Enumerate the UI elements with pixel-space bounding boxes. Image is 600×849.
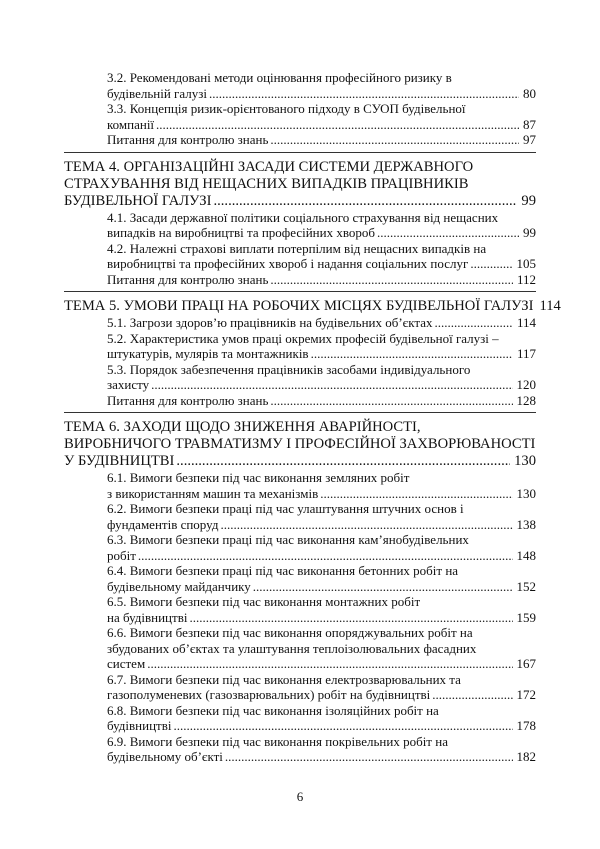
toc-entry-title: Питання для контролю знань [107, 132, 269, 147]
toc-entry-theme[interactable] [64, 419, 536, 470]
toc-page-number: 172 [516, 687, 536, 702]
toc-page-number: 120 [516, 377, 536, 392]
toc-entry-title: на будівництві [107, 609, 188, 625]
dot-leader [220, 517, 512, 533]
toc-entry-sub[interactable] [107, 532, 536, 563]
toc-entry-plain[interactable] [107, 393, 536, 409]
section-divider [64, 291, 536, 292]
toc-entry-final-line [107, 272, 536, 288]
toc-entry-line: 5.3. Порядок забезпечення працівників засобами індивідуального [107, 361, 471, 377]
dot-leader [209, 86, 519, 102]
toc-entry-title: компанії [107, 116, 155, 132]
dot-leader [270, 393, 512, 409]
toc-entry-sub[interactable] [107, 703, 536, 734]
toc-entry-title: ТЕМА 5. УМОВИ ПРАЦІ НА РОБОЧИХ МІСЦЯХ БУДІВЕЛЬНОЇ ГАЛУЗІ [64, 298, 534, 314]
toc-entry-title: Питання для контролю знань [107, 271, 269, 287]
dot-leader [270, 132, 519, 148]
toc-page-number: 99 [523, 225, 536, 240]
toc-page-number: 80 [523, 85, 536, 101]
toc-entry-line: ТЕМА 6. ЗАХОДИ ЩОДО ЗНИЖЕННЯ АВАРІЙНОСТІ, [64, 419, 421, 435]
toc-entry-line: 6.4. Вимоги безпеки праці під час виконання бетонних робіт на [107, 563, 459, 578]
toc-entry-title: У БУДІВНИЦТВІ [64, 453, 175, 469]
toc-entry-theme[interactable] [64, 159, 536, 210]
toc-page-number: 99 [521, 192, 536, 209]
dot-leader [270, 272, 513, 288]
toc-page-number: 138 [516, 516, 536, 532]
toc-entry-final-line [107, 687, 536, 703]
toc-entry-sub[interactable] [107, 362, 536, 393]
toc-entry-sub[interactable] [107, 672, 536, 703]
toc-entry-line: 3.3. Концепція ризик-орієнтованого підходу в СУОП будівельної [107, 101, 466, 116]
toc-entry-title: захисту [107, 377, 150, 392]
toc-entry-line: 3.2. Рекомендовані методи оцінювання професійного ризику в [107, 70, 452, 85]
toc-page-number: 117 [516, 346, 536, 361]
toc-entry-title: фундаментів споруд [107, 516, 219, 532]
toc-entry-final-line [107, 656, 536, 672]
toc-entry-title: БУДІВЕЛЬНОЇ ГАЛУЗІ [64, 192, 212, 209]
dot-leader [176, 453, 510, 470]
toc-entry-final-line [107, 377, 536, 393]
toc-entry-sub[interactable] [107, 594, 536, 625]
toc-page-number: 130 [514, 453, 536, 469]
toc-entry-line: 6.8. Вимоги безпеки під час виконання ізоляційних робіт на [107, 702, 439, 718]
toc-entry-plain[interactable] [107, 272, 536, 288]
toc-page-number: 182 [516, 749, 536, 764]
toc-entry-final-line [107, 486, 536, 502]
dot-leader [253, 579, 513, 595]
toc-entry-theme[interactable] [64, 298, 561, 315]
dot-leader [435, 315, 513, 331]
toc-page-number: 114 [516, 315, 536, 330]
dot-leader [311, 346, 513, 362]
toc-entry-final-line [107, 346, 536, 362]
toc-entry-title: з використанням машин та механізмів [107, 485, 319, 501]
toc-entry-title: будівельній галузі [107, 85, 208, 101]
toc-entry-line: 6.6. Вимоги безпеки під час виконання опоряджувальних робіт на [107, 625, 473, 640]
toc-entry-title: виробництві та професійних хвороб і надання соціальних послуг [107, 256, 469, 271]
dot-leader [147, 656, 512, 672]
toc-entry-line: 6.1. Вимоги безпеки під час виконання земляних робіт [107, 470, 410, 485]
toc-entry-final-line [107, 86, 536, 102]
toc-entry-final-line [107, 315, 536, 331]
toc-entry-sub[interactable] [107, 734, 536, 765]
toc-entry-sub[interactable] [107, 625, 536, 672]
section-divider [64, 412, 536, 413]
toc-entry-final-line [107, 393, 536, 409]
toc-entry-sub[interactable] [107, 470, 536, 501]
toc-entry-line: збудованих об’єктах та улаштування теплоізолювальних фасадних [107, 640, 477, 656]
toc-entry-line: 6.2. Вимоги безпеки праці під час улаштування штучних основ і [107, 501, 464, 516]
toc-entry-final-line [107, 718, 536, 734]
toc-entry-sub[interactable] [107, 315, 536, 331]
toc-page-number: 148 [516, 547, 536, 563]
toc-entry-sub[interactable] [107, 331, 536, 362]
toc-entry-line: ТЕМА 4. ОРГАНІЗАЦІЙНІ ЗАСАДИ СИСТЕМИ ДЕРЖАВНОГО [64, 158, 474, 175]
dot-leader [173, 718, 512, 734]
toc-entry-final-line [64, 453, 536, 470]
toc-entry-title: газополуменевих (газозварювальних) робіт на будівництві [107, 687, 431, 702]
dot-leader [151, 377, 512, 393]
toc-entry-title: будівництві [107, 718, 172, 733]
dot-leader [138, 548, 513, 564]
toc-entry-title: робіт [107, 547, 136, 563]
dot-leader [225, 749, 513, 765]
toc-page-number: 130 [516, 485, 536, 501]
dot-leader [213, 193, 517, 210]
toc-entry-sub[interactable] [107, 70, 536, 101]
toc-entry-final-line [107, 749, 536, 765]
toc-entry-final-line [107, 610, 536, 626]
toc-entry-sub[interactable] [107, 241, 536, 272]
dot-leader [320, 486, 512, 502]
toc-entry-final-line [64, 193, 536, 210]
toc-entry-final-line [107, 132, 536, 148]
toc-entry-sub[interactable] [107, 210, 536, 241]
section-divider [64, 152, 536, 153]
dot-leader [432, 687, 512, 703]
toc-page-number: 167 [516, 656, 536, 671]
toc-page-number: 152 [516, 578, 536, 594]
toc-page-number: 112 [516, 271, 536, 287]
toc-entry-final-line [64, 298, 561, 315]
toc-entry-line: 6.7. Вимоги безпеки під час виконання електрозварювальних та [107, 671, 461, 687]
table-of-contents [64, 70, 561, 765]
toc-entry-title: систем [107, 656, 146, 671]
toc-entry-line: 6.9. Вимоги безпеки під час виконання покрівельних робіт на [107, 733, 448, 749]
toc-page-number: 97 [523, 132, 536, 147]
dot-leader [156, 117, 519, 133]
dot-leader [470, 256, 512, 272]
toc-entry-plain[interactable] [107, 132, 536, 148]
toc-entry-sub[interactable] [107, 563, 536, 594]
page-number: 6 [296, 789, 304, 804]
toc-entry-final-line [107, 517, 536, 533]
toc-entry-line: СТРАХУВАННЯ ВІД НЕЩАСНИХ ВИПАДКІВ ПРАЦІВНИКІВ [64, 175, 469, 192]
toc-entry-line: ВИРОБНИЧОГО ТРАВМАТИЗМУ І ПРОФЕСІЙНОЇ ЗАХВОРЮВАНОСТІ [64, 436, 536, 452]
toc-entry-title: випадків на виробництві та професійних хвороб [107, 225, 375, 240]
toc-entry-line: 5.2. Характеристика умов праці окремих професій будівельної галузі – [107, 330, 499, 346]
toc-page-number: 105 [516, 256, 536, 271]
toc-page-number: 178 [516, 718, 536, 733]
toc-entry-final-line [107, 225, 536, 241]
toc-entry-final-line [107, 256, 536, 272]
toc-entry-line: 4.2. Належні страхові виплати потерпілим від нещасних випадків на [107, 240, 487, 256]
toc-page-number: 159 [516, 609, 536, 625]
toc-page-number: 128 [516, 392, 536, 408]
toc-entry-title: будівельному об’єкті [107, 749, 223, 764]
dot-leader [189, 610, 512, 626]
toc-page-number: 87 [523, 116, 536, 132]
toc-entry-line: 6.3. Вимоги безпеки праці під час виконання кам’янобудівельних [107, 532, 469, 547]
dot-leader [377, 225, 519, 241]
toc-entry-title: штукатурів, мулярів та монтажників [107, 346, 309, 361]
toc-entry-final-line [107, 548, 536, 564]
toc-entry-line: 4.1. Засади державної політики соціального страхування від нещасних [107, 209, 499, 225]
toc-entry-line: 6.5. Вимоги безпеки під час виконання монтажних робіт [107, 594, 421, 609]
toc-entry-title: будівельному майданчику [107, 578, 251, 594]
toc-entry-sub[interactable] [107, 501, 536, 532]
toc-entry-sub[interactable] [107, 101, 536, 132]
toc-entry-title: 5.1. Загрози здоров’ю працівників на будівельних об’єктах [107, 315, 433, 330]
toc-entry-title: Питання для контролю знань [107, 392, 269, 408]
toc-entry-final-line [107, 579, 536, 595]
toc-page-number: 114 [539, 298, 561, 314]
toc-entry-final-line [107, 117, 536, 133]
